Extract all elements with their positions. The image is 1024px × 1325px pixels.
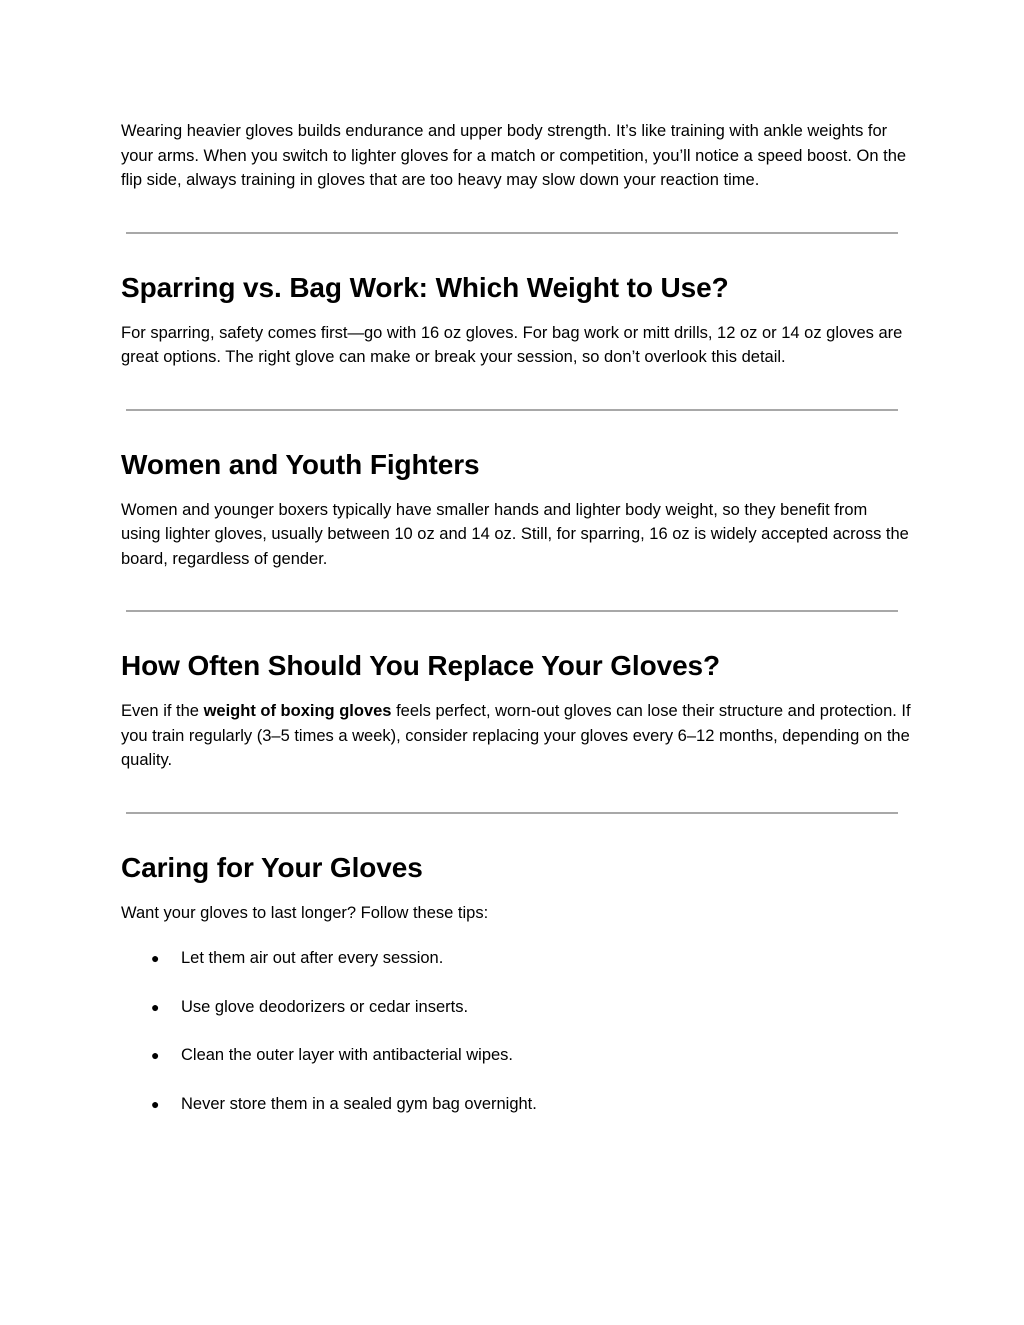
document-page	[121, 119, 911, 1116]
list-item: ● Let them air out after every session.	[121, 946, 911, 971]
list-item: ● Never store them in a sealed gym bag overnight.	[121, 1092, 911, 1117]
care-tips-list	[121, 946, 911, 1116]
keyword-link: weight of boxing gloves	[203, 702, 392, 720]
bullet-icon: ●	[151, 998, 160, 1015]
section-heading-women-youth: Women and Youth Fighters	[121, 448, 480, 480]
section-heading-replace: How Often Should You Replace Your Gloves?	[121, 650, 721, 681]
bullet-icon: ●	[151, 1095, 160, 1112]
bullet-icon: ●	[151, 950, 160, 966]
bullet-icon: ●	[151, 1047, 160, 1063]
section-heading-caring: Caring for Your Gloves	[121, 851, 423, 883]
section-body-women-youth: Women and younger boxers typically have smaller hands and lighter body weight, so they benefit from using lighter gloves, usually between 10 oz and 14 oz. Still, for sparring, 16 oz is widely accepted across the board, regardless of gender.	[121, 500, 909, 568]
intro-paragraph: Wearing heavier gloves builds endurance and upper body strength. It’s like training with ankle weights for your arms. When you switch to lighter gloves for a match or competition, you’ll notice a speed boost. On the flip side, always training in gloves that are too heavy may slow down your reaction time.	[121, 122, 907, 189]
section-body-replace: Even if the weight of boxing gloves feels perfect, worn-out gloves can lose their structure and protection. If you train regularly (3–5 times a week), consider replacing your gloves every 6–12 months, depending on the quality.	[121, 702, 911, 769]
section-body-caring: Want your gloves to last longer? Follow these tips:	[121, 903, 489, 922]
list-item: ● Clean the outer layer with antibacterial wipes.	[121, 1043, 911, 1068]
list-item: ● Use glove deodorizers or cedar inserts.	[121, 995, 911, 1020]
section-body-sparring: For sparring, safety comes first—go with 16 oz gloves. For bag work or mitt drills, 12 oz or 14 oz gloves are great options. The right glove can make or break your session, so don’t overlook this detail.	[121, 323, 903, 366]
section-heading-sparring: Sparring vs. Bag Work: Which Weight to Use?	[121, 271, 729, 303]
